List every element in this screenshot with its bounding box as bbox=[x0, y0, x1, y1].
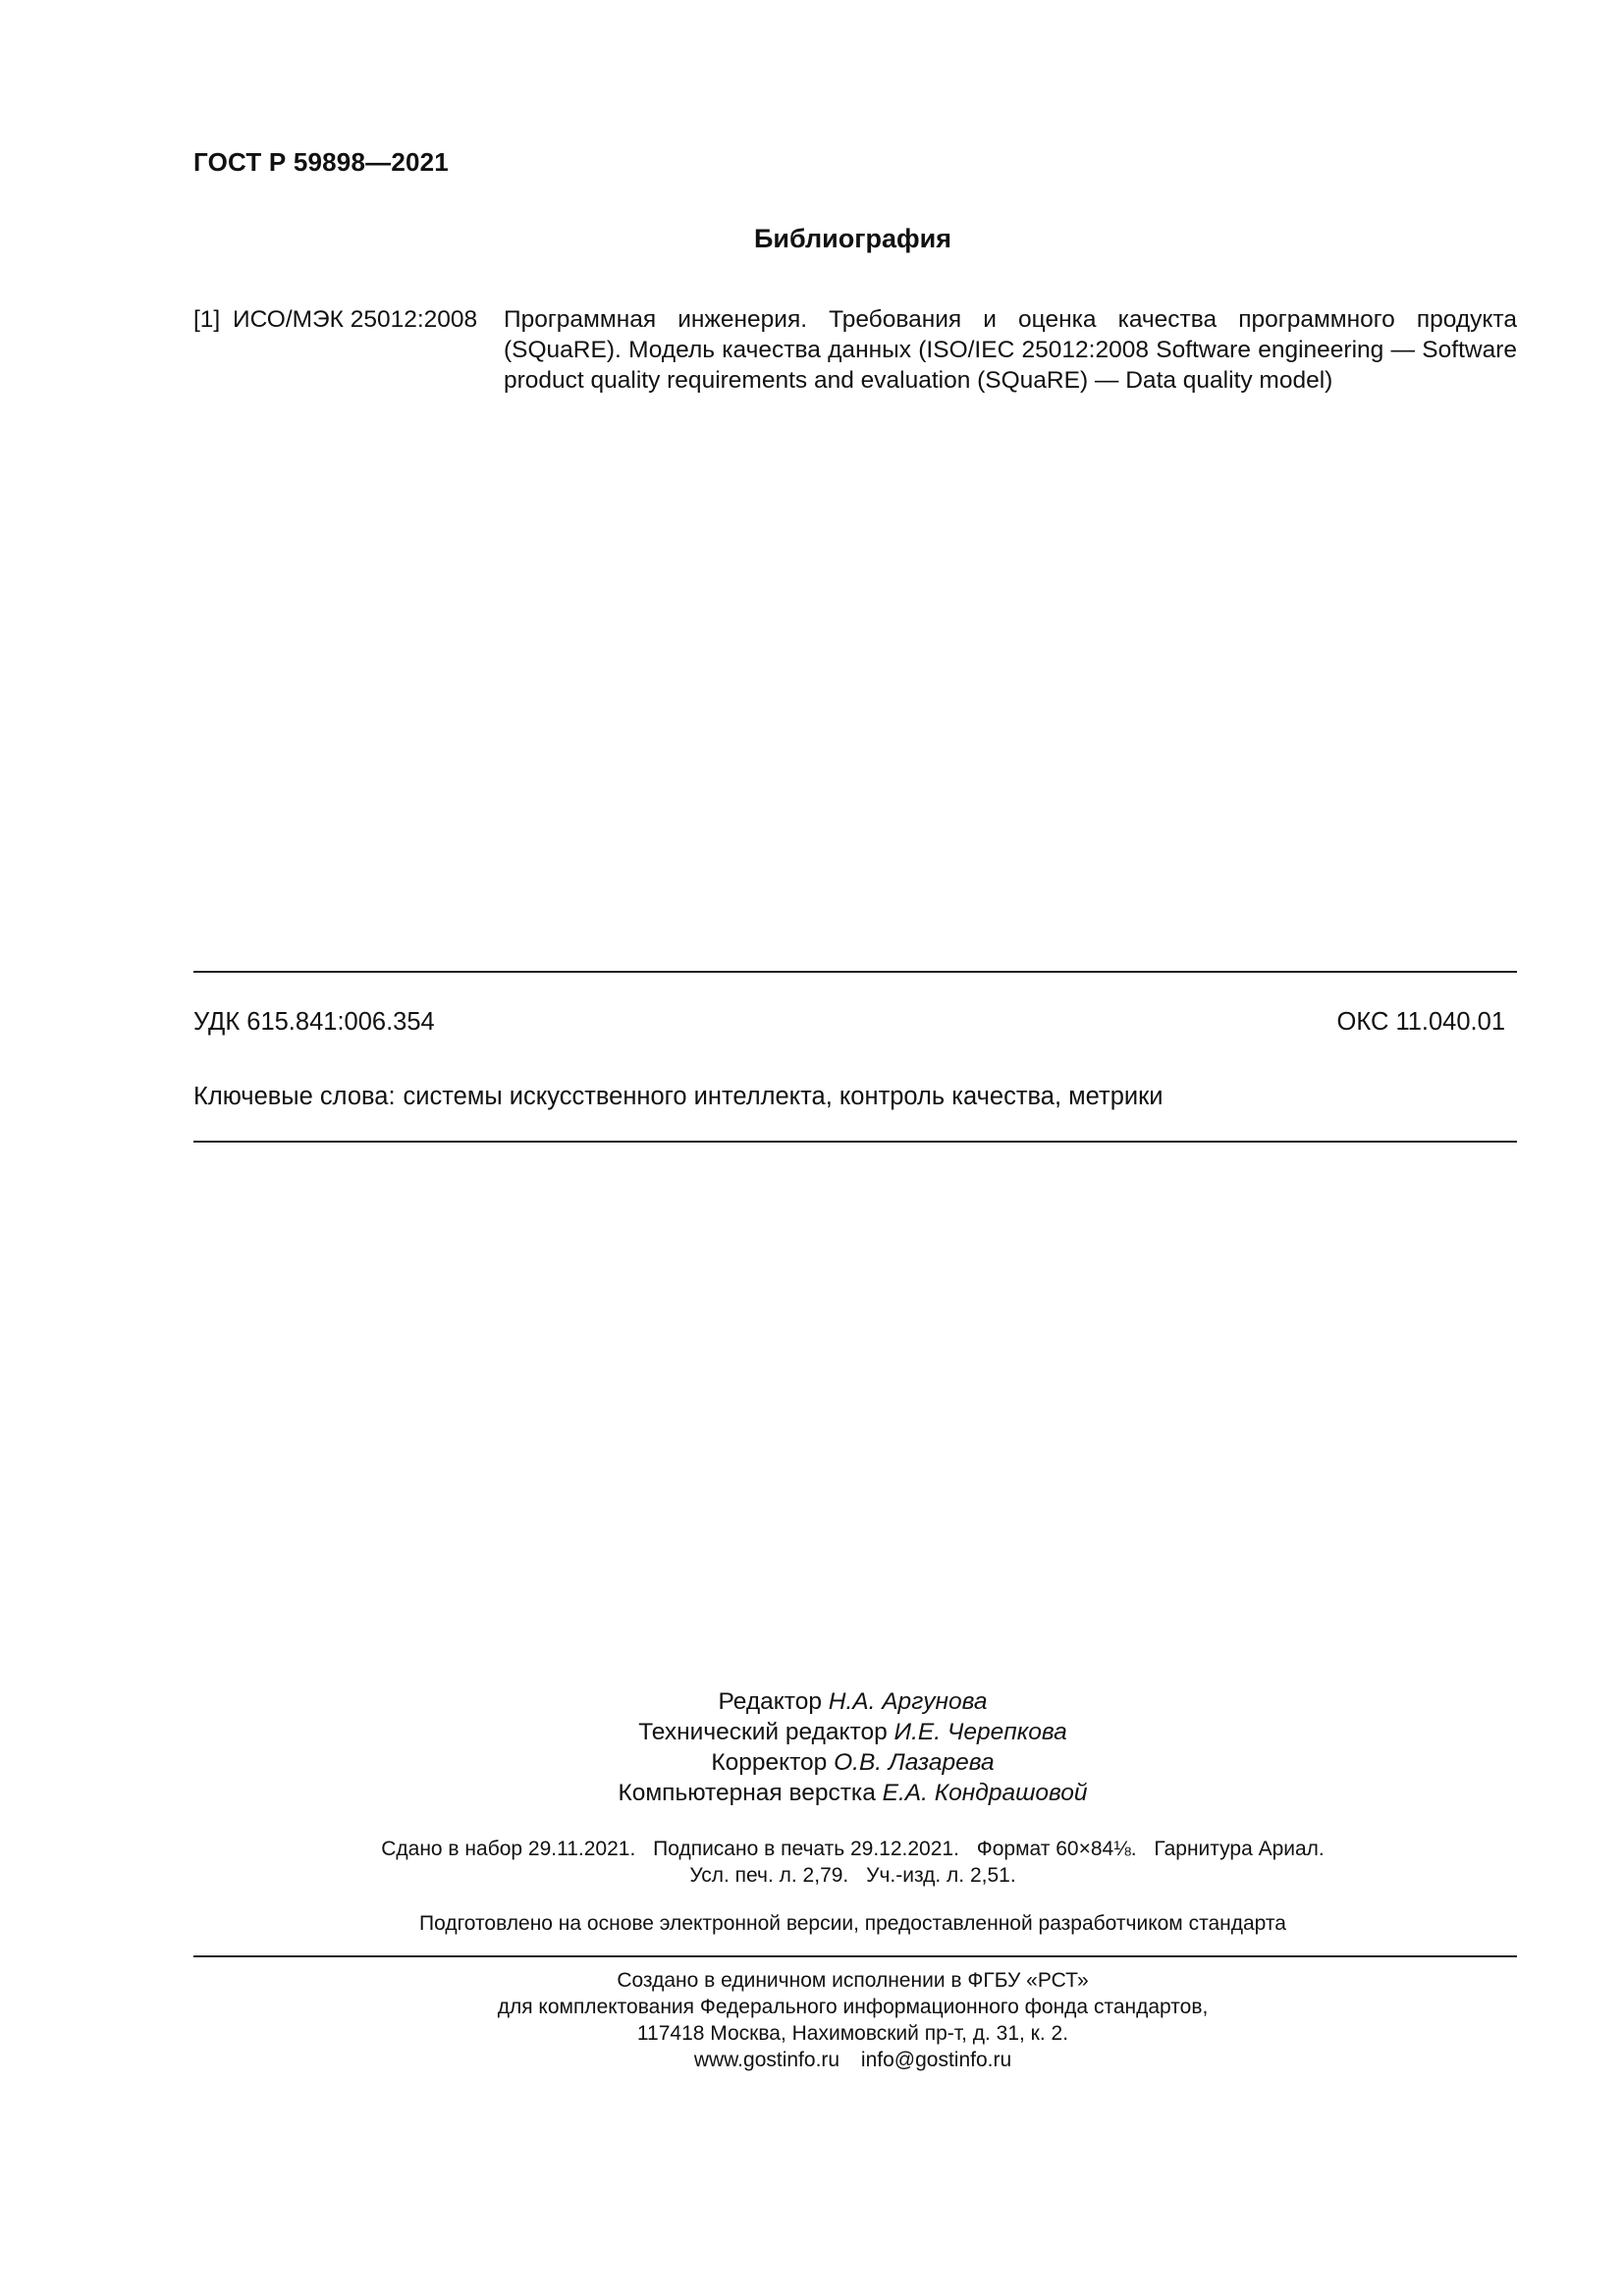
oks-code: ОКС 11.040.01 bbox=[1336, 1008, 1505, 1036]
credits-block bbox=[0, 1686, 1624, 1808]
bibliography-entry-text: Программная инженерия. Требования и оценка качества программного продукта (SQuaRE). Модель качества данных (ISO/IEC 25012:2008 Software engineering — Software product quality requirements and evaluation (SQuaRE) — Data quality model) bbox=[504, 306, 1517, 394]
keywords-line bbox=[193, 1083, 1164, 1111]
divider-middle bbox=[193, 1141, 1517, 1143]
publisher-line-1: Создано в единичном исполнении в ФГБУ «РСТ» bbox=[617, 1969, 1089, 1992]
credit-editor-name: Н.А. Аргунова bbox=[828, 1688, 988, 1715]
keywords-label: Ключевые слова: bbox=[193, 1083, 396, 1110]
bibliography-entry-index: [1] bbox=[193, 306, 221, 333]
credit-editor bbox=[0, 1686, 1624, 1717]
bibliography-entry-reference: ИСО/МЭК 25012:2008 bbox=[233, 306, 478, 333]
keywords-values: системы искусственного интеллекта, контроль качества, метрики bbox=[403, 1083, 1164, 1110]
print-sheets: Усл. печ. л. 2,79. bbox=[689, 1864, 849, 1887]
print-submitted: Сдано в набор 29.11.2021. bbox=[381, 1838, 636, 1860]
divider-bottom bbox=[193, 1955, 1517, 1957]
print-format: Формат 60×84⅛. bbox=[976, 1838, 1137, 1860]
print-info-line-1 bbox=[0, 1836, 1624, 1862]
publisher-line-3: 117418 Москва, Нахимовский пр-т, д. 31, к. 2. bbox=[636, 2022, 1069, 2045]
bibliography-title: Библиография bbox=[754, 224, 951, 253]
print-info-line-2 bbox=[0, 1862, 1624, 1889]
prepared-note: Подготовлено на основе электронной версии, предоставленной разработчиком стандарта bbox=[419, 1912, 1286, 1935]
document-number: ГОСТ Р 59898—2021 bbox=[193, 147, 449, 177]
credit-editor-role: Редактор bbox=[718, 1688, 822, 1715]
credit-proofreader-role: Корректор bbox=[711, 1749, 828, 1776]
publisher-line-2: для комплектования Федерального информационного фонда стандартов, bbox=[497, 1996, 1209, 2018]
print-signed: Подписано в печать 29.12.2021. bbox=[653, 1838, 959, 1860]
print-typeface: Гарнитура Ариал. bbox=[1154, 1838, 1325, 1860]
divider-top bbox=[193, 971, 1517, 973]
credit-tech-editor bbox=[0, 1717, 1624, 1747]
print-info-block bbox=[0, 1836, 1624, 1889]
credit-proofreader-name: О.В. Лазарева bbox=[834, 1749, 995, 1776]
credit-layout-name: Е.А. Кондрашовой bbox=[882, 1780, 1088, 1806]
credit-layout-role: Компьютерная верстка bbox=[618, 1780, 876, 1806]
credit-layout bbox=[0, 1778, 1624, 1808]
publisher-website-link[interactable]: www.gostinfo.ru bbox=[693, 2049, 840, 2071]
credit-tech-editor-name: И.Е. Черепкова bbox=[893, 1719, 1067, 1745]
bibliography-entry bbox=[193, 304, 1517, 396]
publisher-contacts bbox=[0, 2047, 1624, 2073]
udk-code: УДК 615.841:006.354 bbox=[193, 1008, 435, 1036]
publisher-sheets: Уч.-изд. л. 2,51. bbox=[866, 1864, 1016, 1887]
credit-tech-editor-role: Технический редактор bbox=[638, 1719, 888, 1745]
credit-proofreader bbox=[0, 1747, 1624, 1778]
publisher-email-link[interactable]: info@gostinfo.ru bbox=[860, 2049, 1012, 2071]
publisher-block bbox=[0, 1967, 1624, 2073]
